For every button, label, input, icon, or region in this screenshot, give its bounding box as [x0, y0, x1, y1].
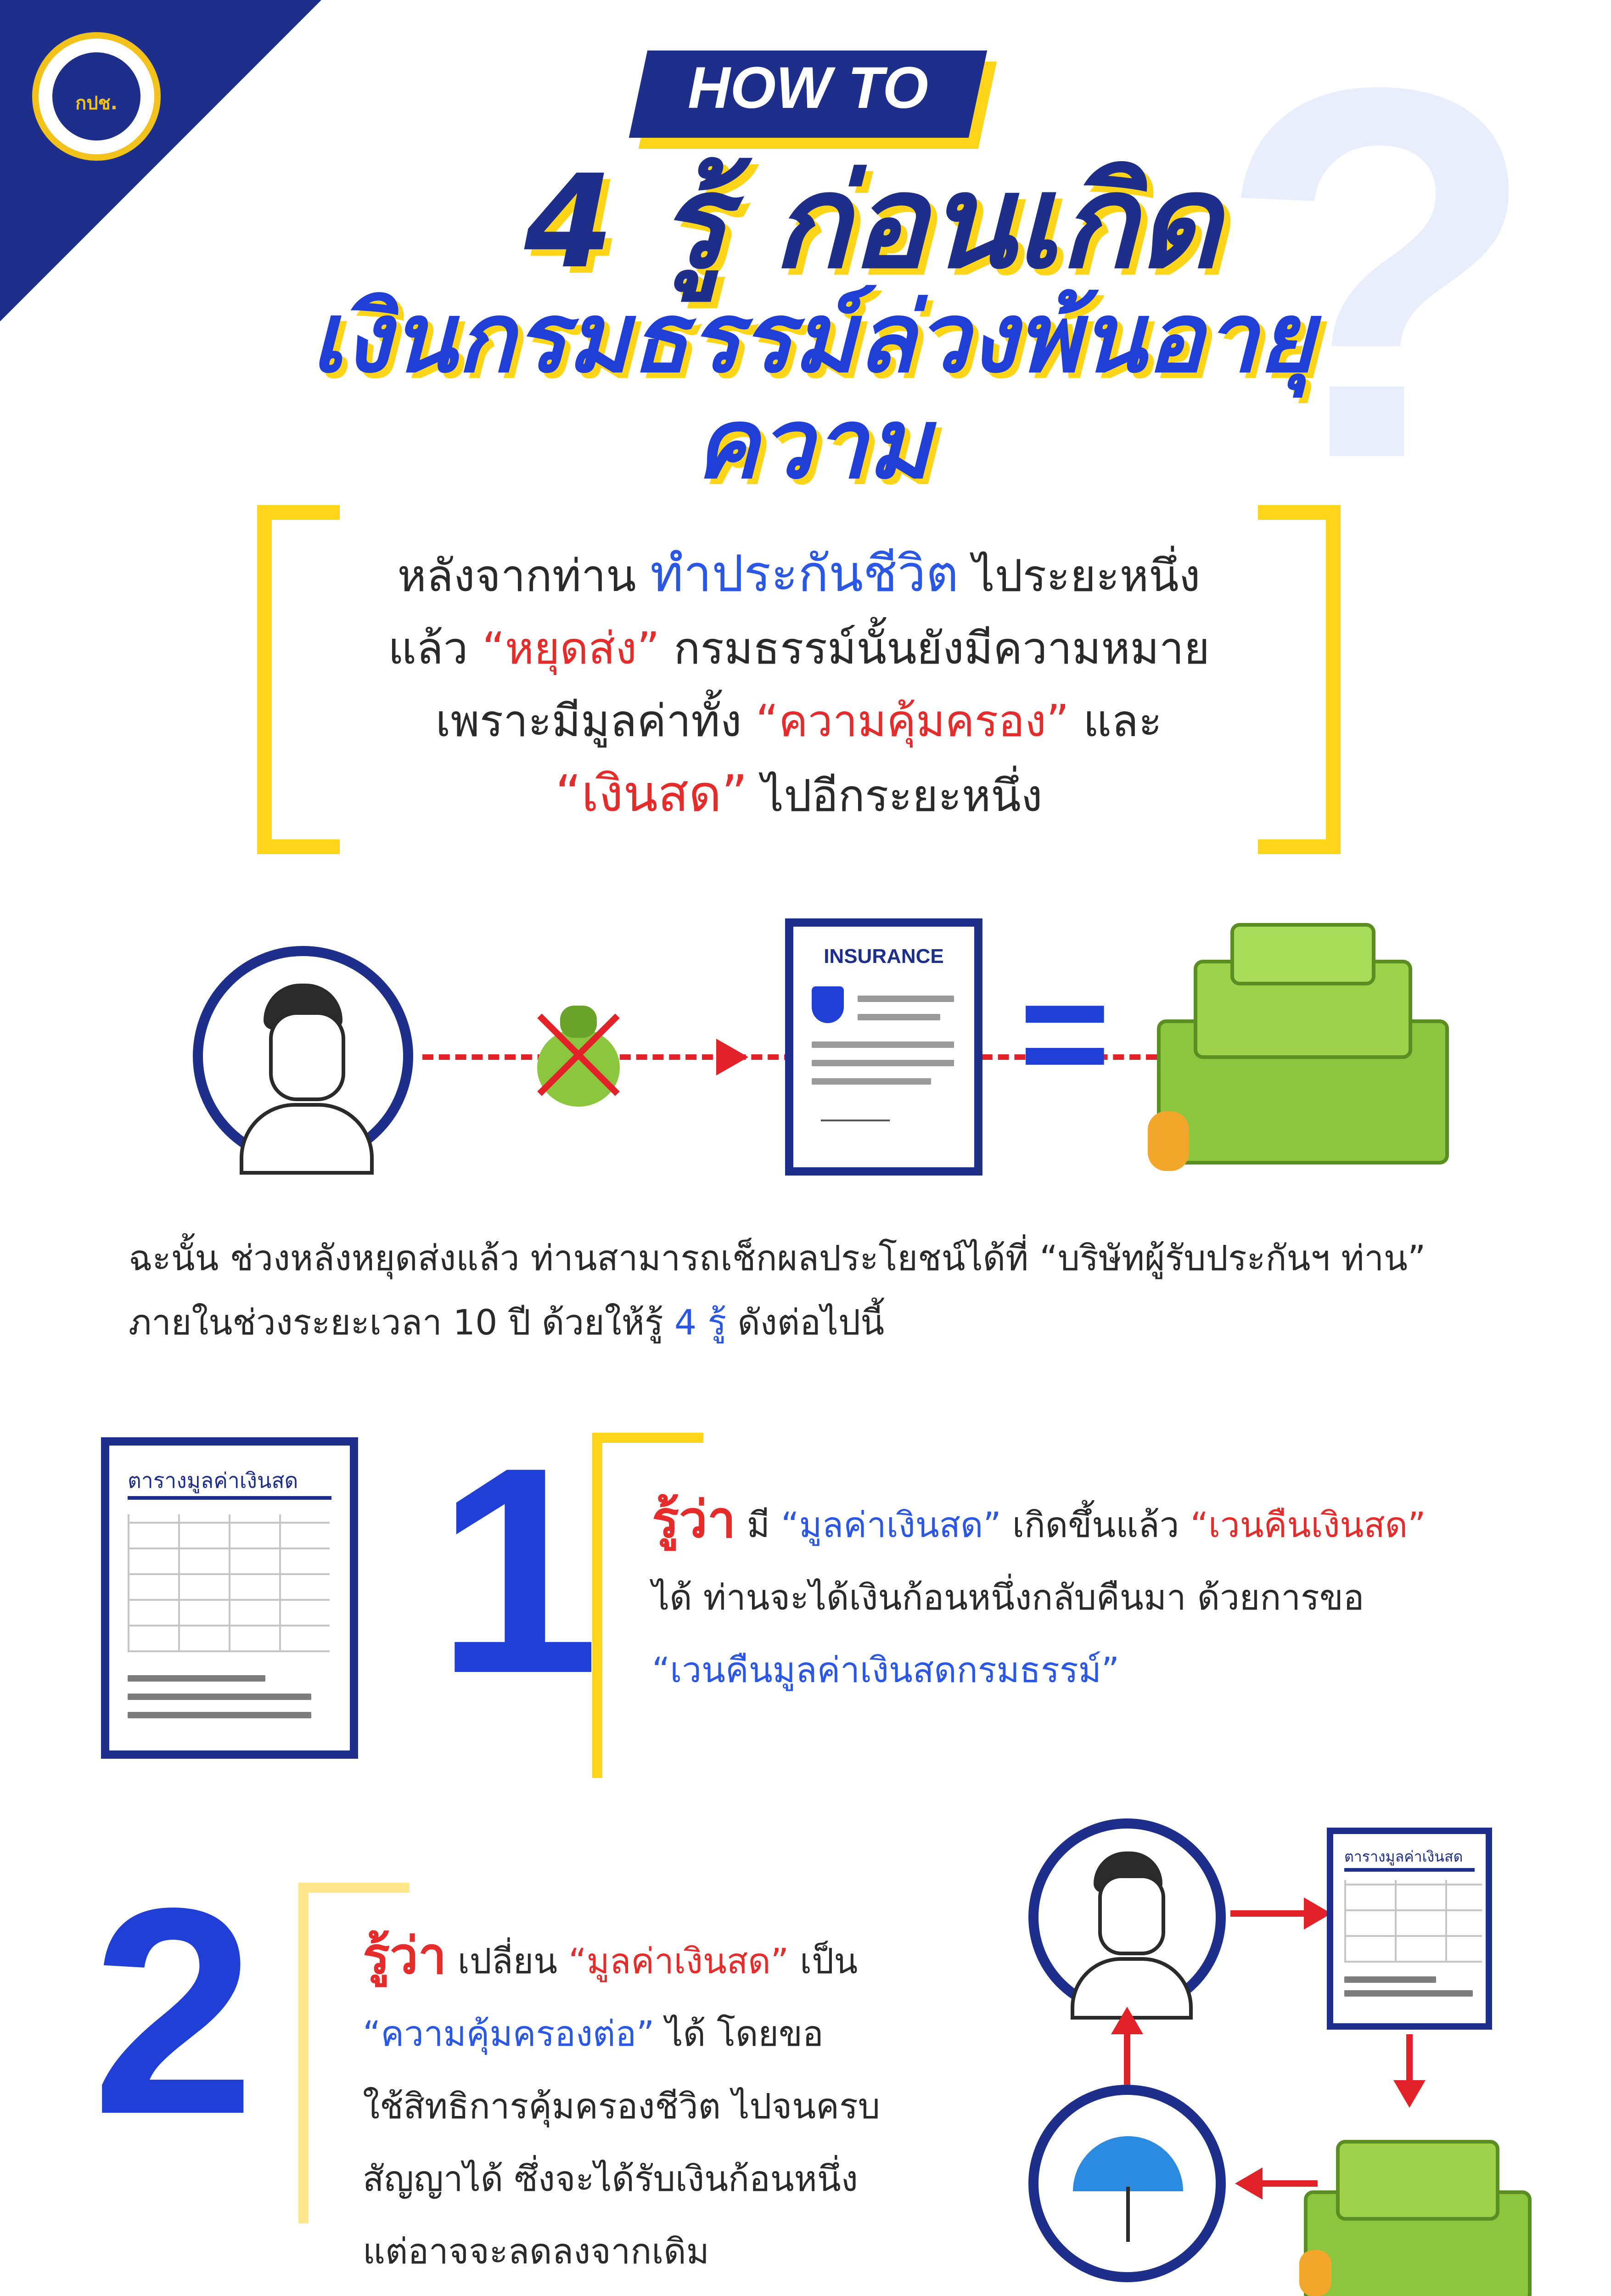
arrow-head-1 [716, 1039, 748, 1075]
arrow-head-2c [1235, 2167, 1263, 2200]
coins-icon-2 [1299, 2250, 1331, 2296]
table-title-2: ตารางมูลค่าเงินสด [1344, 1845, 1475, 1872]
money-bag-icon [519, 1001, 638, 1111]
check-shield-icon [812, 986, 844, 1023]
question-mark-bg: ? [1217, 0, 1539, 568]
summary-line1: ฉะนั้น ช่วงหลังหยุดส่งแล้ว ท่านสามารถเช็กผลประโยชน์ได้ที่ “บริษัทผู้รับประกันฯ ท่าน” [129, 1238, 1426, 1278]
item2-text: รู้ว่า เปลี่ยน “มูลค่าเงินสด” เป็น “ความคุ้มครองต่อ” ได้ โดยขอ ใช้สิทธิการคุ้มครองชีวิต ไปจนครบ สัญญาได้ ซึ่งจะได้รับเงินก้อนหนึ่ง แต่อาจจะลดลงจากเดิม [363, 1926, 881, 2272]
table-title-1: ตารางมูลค่าเงินสด [128, 1464, 331, 1500]
umbrella-icon [1073, 2136, 1183, 2191]
logo-top [32, 32, 161, 161]
intro-text: หลังจากท่าน ทำประกันชีวิต ไประยะหนึ่ง แล้ว “หยุดส่ง” กรมธรรม์นั้นยังมีความหมาย เพราะมีมูลค่าทั้ง “ความคุ้มครอง” และ “เงินสด” ไปอีกระยะหนึ่ง [387, 544, 1210, 823]
corner-triangle [0, 0, 321, 321]
coins-icon [1148, 1111, 1189, 1171]
money-stack-2 [1295, 2112, 1533, 2296]
how-to-text: HOW TO [688, 55, 928, 121]
title-line1: 4 รู้ ก่อนเกิด [524, 147, 1221, 297]
person-avatar [193, 946, 413, 1166]
arrow-person-to-table [1230, 1910, 1308, 1917]
number-2: 2 [92, 1847, 255, 2175]
arrow-umbrella-to-person [1124, 2030, 1130, 2085]
arrow-money-to-umbrella [1258, 2180, 1318, 2187]
money-stack-1 [1139, 918, 1460, 1176]
insurance-label: INSURANCE [824, 945, 944, 968]
cash-value-table-1 [101, 1437, 358, 1759]
title-line2: เงินกรมธรรม์ล่วงพ้นอายุความ [310, 281, 1315, 500]
summary-line2: ภายในช่วงระยะเวลา 10 ปี ด้วยให้รู้ 4 รู้ ดังต่อไปนี้ [129, 1302, 885, 1343]
item1-text: รู้ว่า มี “มูลค่าเงินสด” เกิดขึ้นแล้ว “เวนคืนเงินสด” ได้ ท่านจะได้เงินก้อนหนึ่งกลับคืนมา ด้วยการขอ “เวนคืนมูลค่าเงินสดกรมธรรม์” [652, 1490, 1426, 1690]
arrow-head-2d [1111, 2007, 1143, 2034]
cash-value-table-2 [1327, 1828, 1492, 2030]
equals-sign: = [1019, 946, 1111, 1120]
intro-box [257, 505, 1341, 854]
logo-center-text: กปช. [75, 93, 118, 114]
signature-icon [821, 1120, 890, 1121]
arrow-table-to-money [1406, 2034, 1413, 2085]
number-1: 1 [436, 1406, 600, 1734]
arrow-head-2b [1393, 2080, 1426, 2108]
insurance-document [785, 918, 982, 1176]
person-avatar-2 [1028, 1818, 1226, 2016]
umbrella-circle-2 [1028, 2085, 1226, 2282]
